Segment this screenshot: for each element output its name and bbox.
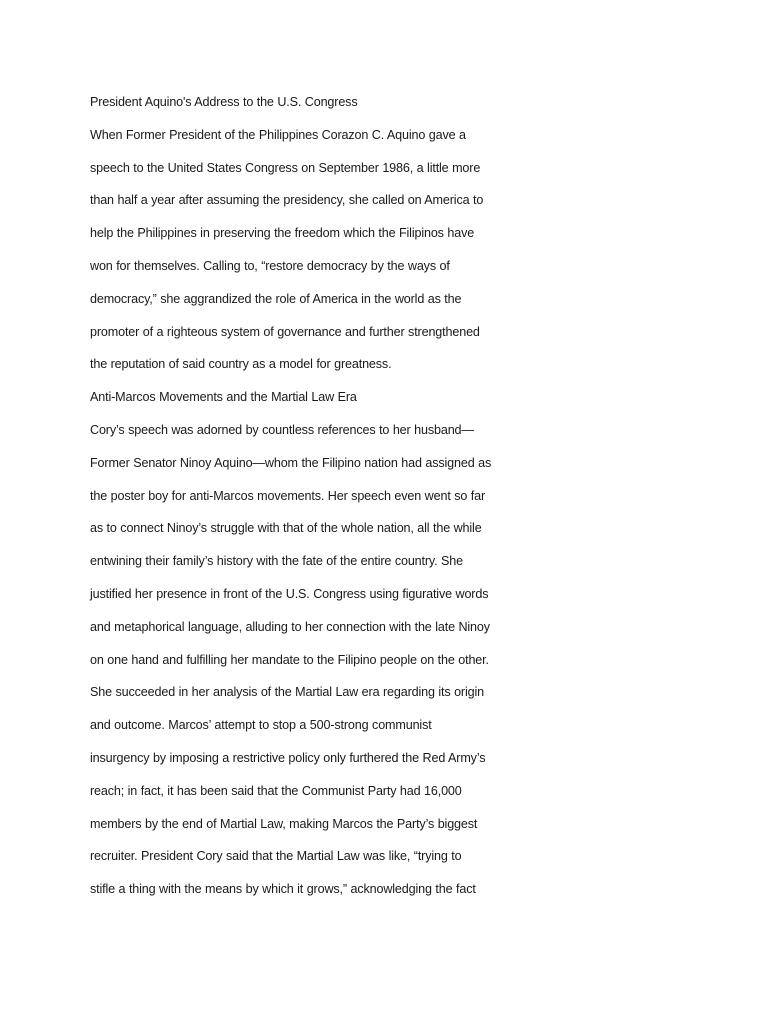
text-line: as to connect Ninoy’s struggle with that of the whole nation, all the while	[90, 521, 482, 536]
text-line: and outcome. Marcos’ attempt to stop a 500-strong communist	[90, 718, 432, 733]
text-line: When Former President of the Philippines Corazon C. Aquino gave a	[90, 127, 466, 142]
text-line: justified her presence in front of the U.S. Congress using figurative words	[90, 586, 489, 601]
text-line: She succeeded in her analysis of the Martial Law era regarding its origin	[90, 685, 484, 700]
text-line: promoter of a righteous system of governance and further strengthened	[90, 324, 480, 339]
text-line: help the Philippines in preserving the freedom which the Filipinos have	[90, 226, 475, 241]
text-line: Cory’s speech was adorned by countless references to her husband—	[90, 422, 474, 437]
text-line: speech to the United States Congress on September 1986, a little more	[90, 160, 481, 175]
text-line: entwining their family’s history with the fate of the entire country. She	[90, 554, 463, 569]
text-line: the poster boy for anti-Marcos movements. Her speech even went so far	[90, 488, 486, 503]
text-line: reach; in fact, it has been said that the Communist Party had 16,000	[90, 783, 462, 798]
text-line: and metaphorical language, alluding to her connection with the late Ninoy	[90, 619, 490, 634]
text-line: Former Senator Ninoy Aquino—whom the Filipino nation had assigned as	[90, 455, 492, 470]
text-line: insurgency by imposing a restrictive policy only furthered the Red Army’s	[90, 750, 486, 765]
text-line: recruiter. President Cory said that the Martial Law was like, “trying to	[90, 849, 462, 864]
text-line: stifle a thing with the means by which it grows,” acknowledging the fact	[90, 882, 476, 897]
text-line: democracy,” she aggrandized the role of America in the world as the	[90, 291, 462, 306]
text-line: won for themselves. Calling to, “restore democracy by the ways of	[90, 258, 450, 273]
section-heading: Anti-Marcos Movements and the Martial Law Era	[90, 390, 357, 405]
text-line: on one hand and fulfilling her mandate to the Filipino people on the other.	[90, 652, 489, 667]
heading-title: President Aquino's Address to the U.S. Congress	[90, 95, 358, 109]
text-line: the reputation of said country as a model for greatness.	[90, 357, 392, 372]
text-line: than half a year after assuming the presidency, she called on America to	[90, 193, 484, 208]
document-body	[90, 92, 690, 912]
text-line: members by the end of Martial Law, making Marcos the Party’s biggest	[90, 816, 478, 831]
